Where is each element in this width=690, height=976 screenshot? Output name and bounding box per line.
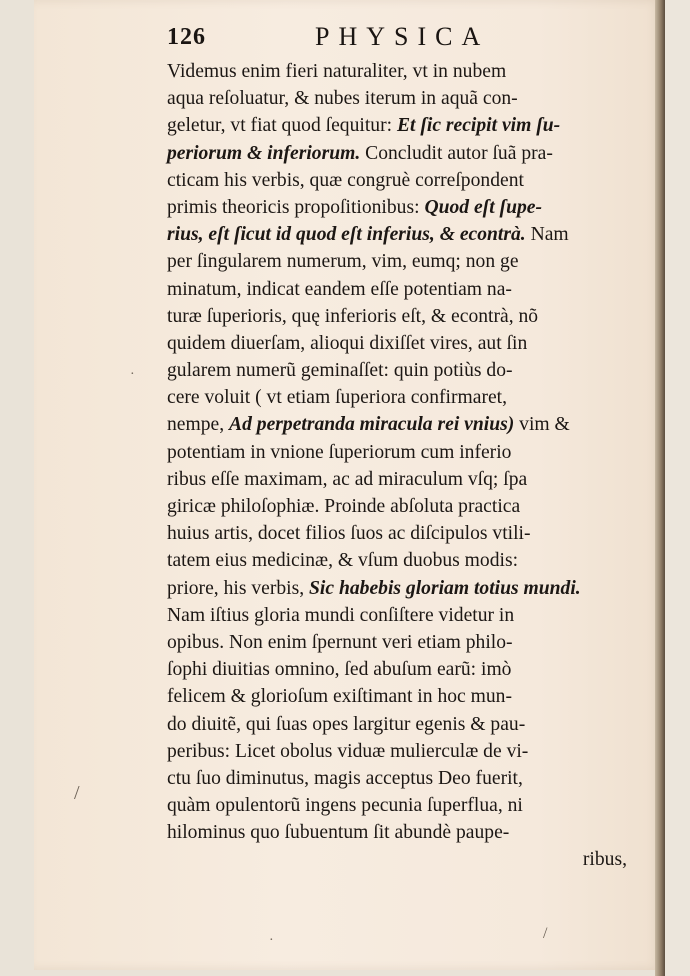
text-line [167,547,627,574]
italic-text-segment: Ad perpetranda miracula rei vnius) [229,414,515,436]
text-segment: giricæ philoſophiæ. Proinde abſoluta practica [167,496,521,517]
text-line [167,466,627,493]
text-segment: cere voluit ( vt etiam ſuperiora confirmaret, [167,387,508,409]
text-line [167,140,627,167]
italic-text-segment: Sic habebis gloriam totius mundi. [309,577,581,599]
text-segment: ribus eſſe maximam, ac ad miraculum vſq; ſpa [167,468,528,490]
text-line [167,411,627,438]
text-line [167,248,627,275]
text-line [167,167,627,194]
text-segment: ctu ſuo diminutus, magis acceptus Deo fuerit, [167,767,523,789]
text-segment: priore, his verbis, [167,577,310,599]
italic-text-segment: Quod eſt ſupe- [424,196,542,218]
text-segment: quàm opulentorũ ingens pecunia ſuperflua, ni [167,795,523,817]
margin-stroke-mark: / [74,782,80,804]
scan-margin [665,0,690,976]
page-header [167,22,627,54]
italic-text-segment: rius, eſt ſicut id quod eſt inferius, & econtrà. [167,224,526,246]
italic-text-segment: Et ſic recipit vim ſu- [396,115,561,137]
text-segment: Nam iſtius gloria mundi conſiſtere videtur in [167,604,515,626]
text-line [167,683,627,710]
text-line [167,439,627,466]
text-segment: minatum, indicat eandem eſſe potentiam na- [167,278,512,300]
text-line [167,819,627,846]
text-segment: nempe, [167,414,230,436]
body-text [167,58,627,874]
text-line [167,520,627,547]
catchword: ribus, [582,849,627,871]
margin-dot-mark: · [130,367,135,382]
text-line [167,765,627,792]
binding-edge [655,0,665,976]
text-segment: Videmus enim fieri naturaliter, vt in nubem [167,61,507,82]
text-segment: felicem & glorioſum exiſtimant in hoc mun- [167,686,512,708]
text-line [167,656,627,683]
text-segment: hilominus quo ſubuentum ſit abundè paupe- [167,822,510,844]
text-segment: Nam [525,224,569,246]
text-line [167,330,627,357]
text-line [167,357,627,384]
text-segment: opibus. Non enim ſpernunt veri etiam philo- [167,631,513,653]
text-line [167,276,627,303]
text-segment: per ſingularem numerum, vim, eumq; non ge [167,251,519,273]
italic-text-segment: periorum & inferiorum. [167,142,361,164]
text-line [167,711,627,738]
text-segment: cticam his verbis, quæ congruè correſpondent [167,169,524,191]
text-line [167,575,627,602]
text-segment: vim & [514,414,570,436]
text-line [167,194,627,221]
running-head: PHYSICA [315,22,490,51]
text-segment: huius artis, docet filios ſuos ac diſcipulos vtili- [167,523,531,545]
text-segment: potentiam in vnione ſuperiorum cum inferio [167,441,512,463]
text-segment: primis theoricis propoſitionibus: [167,196,425,218]
text-line [167,738,627,765]
text-segment: ſophi diuitias omnino, ſed abuſum earũ: imò [167,659,512,681]
text-segment: gularem numerũ geminaſſet: quin potiùs do- [167,360,513,382]
text-line [167,221,627,248]
text-segment: peribus: Licet obolus viduæ mulierculæ de vi- [167,740,529,762]
margin-dot-mark: · [269,933,274,948]
text-line [167,629,627,656]
text-line [167,384,627,411]
text-segment: do diuitẽ, qui ſuas opes largitur egenis & pau- [167,713,526,735]
text-line [167,58,627,85]
text-line [167,303,627,330]
margin-stroke-mark: / [543,925,548,942]
text-segment: turæ ſuperioris, quę inferioris eſt, & econtrà, nõ [167,305,539,327]
text-segment: aqua reſoluatur, & nubes iterum in aquã con- [167,88,518,110]
text-line [167,792,627,819]
text-line [167,602,627,629]
text-line [167,112,627,139]
text-segment: quidem diuerſam, alioqui dixiſſet vires, aut ſin [167,332,528,354]
text-line [167,493,627,520]
page-number: 126 [167,24,206,50]
text-segment: geletur, vt fiat quod ſequitur: [167,115,397,137]
text-segment: tatem eius medicinæ, & vſum duobus modis: [167,550,519,572]
text-segment: Concludit autor ſuã pra- [360,142,553,164]
text-line [167,85,627,112]
